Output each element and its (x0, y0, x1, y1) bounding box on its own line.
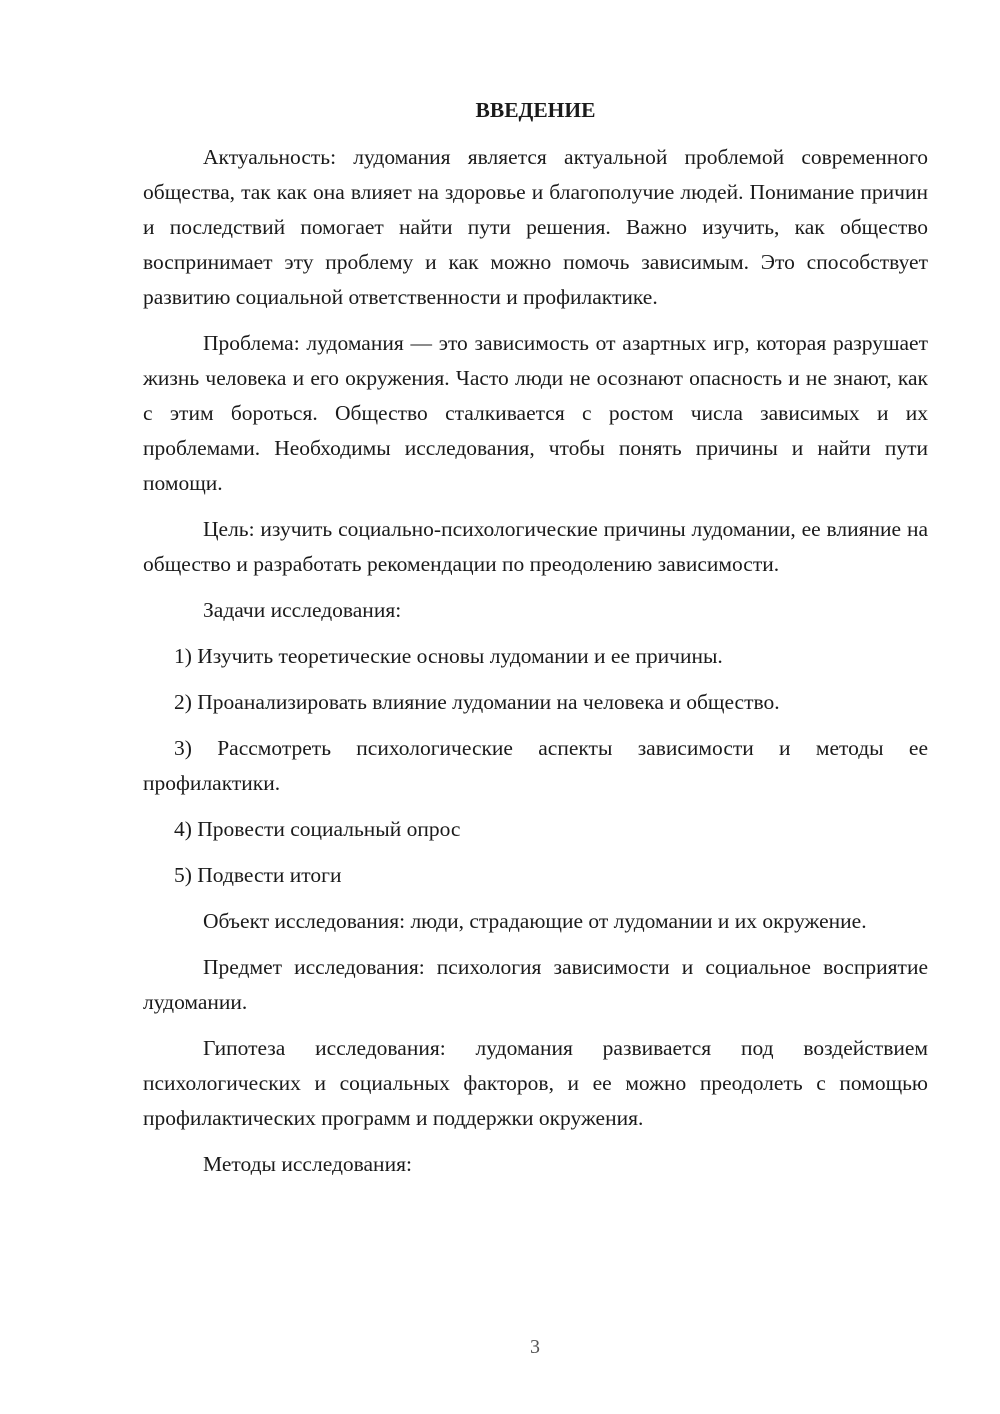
section-title: ВВЕДЕНИЕ (475, 98, 596, 122)
paragraph-object: Объект исследования: люди, страдающие от лудомании и их окружение. (203, 909, 867, 933)
page-number: 3 (530, 1336, 540, 1358)
list-item: 2) Проанализировать влияние лудомании на человека и общество. (174, 690, 780, 714)
list-item: 5) Подвести итоги (174, 863, 342, 887)
paragraph-hypothesis: Гипотеза исследования: лудомания развивается под воздействием психологических и социальных факторов, и ее можно преодолеть с помощью профилактических программ и поддержки окружения. (143, 1036, 928, 1130)
paragraph-subject: Предмет исследования: психология зависимости и социальное восприятие лудомании. (143, 955, 928, 1014)
list-item: 4) Провести социальный опрос (174, 817, 461, 841)
page-content (143, 93, 928, 1193)
paragraph-relevance: Актуальность: лудомания является актуальной проблемой современного общества, так как она влияет на здоровье и благополучие людей. Понимание причин и последствий помогает найти пути решения. Важно изучить, как общество воспринимает эту проблему и как можно помочь зависимым. Это способствует развитию социальной ответственности и профилактике. (143, 145, 928, 309)
methods-heading: Методы исследования: (203, 1152, 412, 1176)
tasks-list (143, 639, 928, 893)
paragraph-problem: Проблема: лудомания — это зависимость от азартных игр, которая разрушает жизнь человека и его окружения. Часто люди не осознают опасность и не знают, как с этим бороться. Общество сталкивается с ростом числа зависимых и их проблемами. Необходимы исследования, чтобы понять причины и найти пути помощи. (143, 331, 928, 495)
tasks-heading: Задачи исследования: (203, 598, 402, 622)
paragraph-goal: Цель: изучить социально-психологические причины лудомании, ее влияние на общество и разработать рекомендации по преодолению зависимости. (143, 517, 928, 576)
list-item: 3) Рассмотреть психологические аспекты зависимости и методы ее профилактики. (143, 736, 928, 795)
list-item: 1) Изучить теоретические основы лудомании и ее причины. (174, 644, 723, 668)
